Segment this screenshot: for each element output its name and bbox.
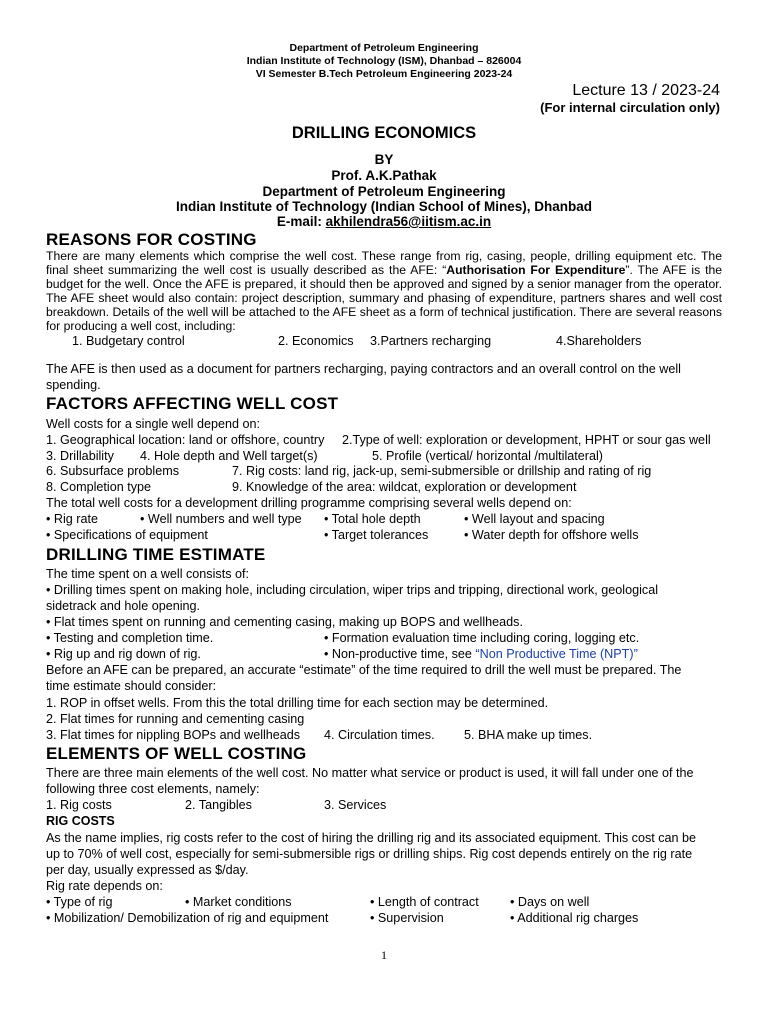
time-flat: • Flat times spent on running and cementing casing, making up BOPS and wellheads. xyxy=(46,615,523,629)
afe-usage-line-2: spending. xyxy=(46,378,101,392)
rig-costs-para-2: up to 70% of well cost, especially for semi-submersible rigs or drilling ships. Rig cost depends entirely on the rig rate xyxy=(46,847,693,861)
rig-rate-market: • Market conditions xyxy=(185,895,292,909)
element-tangibles: 2. Tangibles xyxy=(185,798,252,812)
page-number: 1 xyxy=(381,948,387,962)
time-item-1: 1. ROP in offset wells. From this the total drilling time for each section may be determined. xyxy=(46,696,549,710)
factor-bullet-hole-depth: • Total hole depth xyxy=(324,512,421,526)
factor-bullet-rig-rate: • Rig rate xyxy=(46,512,99,526)
factor-4: 4. Hole depth and Well target(s) xyxy=(140,449,318,463)
factor-9: 9. Knowledge of the area: wildcat, exploration or development xyxy=(232,480,577,494)
element-rig-costs: 1. Rig costs xyxy=(46,798,112,812)
elements-intro-2: following three cost elements, namely: xyxy=(46,782,260,796)
by-line: BY xyxy=(374,152,394,167)
elements-intro-1: There are three main elements of the well cost. No matter what service or product is used, it will fall under one of the xyxy=(46,766,694,780)
reasons-item-1: 1. Budgetary control xyxy=(72,334,185,348)
factor-8: 8. Completion type xyxy=(46,480,152,494)
factor-bullet-well-numbers: • Well numbers and well type xyxy=(140,512,302,526)
reasons-text-1: There are many elements which comprise the well cost. These range from rig, casing, people, drilling equipment etc. The final sheet summarizing the well cost is usually described as the AFE: “ xyxy=(46,249,722,277)
header-semester: VI Semester B.Tech Petroleum Engineering 2023-24 xyxy=(255,68,513,80)
factor-bullet-equipment: • Specifications of equipment xyxy=(46,528,208,542)
rig-rate-days: • Days on well xyxy=(510,895,590,909)
rig-costs-para-1: As the name implies, rig costs refer to the cost of hiring the drilling rig and its associated equipment. This cost can be xyxy=(46,831,697,845)
time-item-5: 5. BHA make up times. xyxy=(464,728,593,742)
factor-7: 7. Rig costs: land rig, jack-up, semi-submersible or drillship and rating of rig xyxy=(232,464,652,478)
reasons-paragraph xyxy=(46,249,722,333)
heading-elements: ELEMENTS OF WELL COSTING xyxy=(46,744,307,763)
time-formation: • Formation evaluation time including coring, logging etc. xyxy=(324,631,640,645)
factor-5: 5. Profile (vertical/ horizontal /multilateral) xyxy=(372,449,603,463)
factor-6: 6. Subsurface problems xyxy=(46,464,180,478)
npt-link[interactable]: “Non Productive Time (NPT)” xyxy=(475,647,638,661)
rig-costs-para-3: per day, usually expressed as $/day. xyxy=(46,863,249,877)
factor-3: 3. Drillability xyxy=(46,449,114,463)
reasons-text-2: ”. The AFE is the budget for the well. Once the AFE is prepared, it should then be approved and signed by a senior manager from the operator. The AFE sheet would also contain: project description, summary and phasing of expenditure, partners shares and well cost breakdown. Details of the well will be attached to the AFE sheet as a form of technical justification. There are several reasons for producing a well cost, including: xyxy=(46,263,723,333)
header-institute: Indian Institute of Technology (ISM), Dhanbad – 826004 xyxy=(246,55,522,67)
time-npt-line xyxy=(324,646,638,662)
email-label: E-mail: xyxy=(276,214,326,229)
email-link[interactable]: akhilendra56@iitism.ac.in xyxy=(325,214,492,229)
rig-rate-mobilization: • Mobilization/ Demobilization of rig and equipment xyxy=(46,911,329,925)
afe-usage-line-1: The AFE is then used as a document for partners recharging, paying contractors and an overall control on the well xyxy=(46,362,681,376)
factor-bullet-layout: • Well layout and spacing xyxy=(464,512,605,526)
factor-bullet-tolerances: • Target tolerances xyxy=(324,528,429,542)
heading-time: DRILLING TIME ESTIMATE xyxy=(46,545,266,564)
element-services: 3. Services xyxy=(324,798,387,812)
author-institute: Indian Institute of Technology (Indian School of Mines), Dhanbad xyxy=(176,199,592,214)
time-drilling-1: • Drilling times spent on making hole, including circulation, wiper trips and tripping, directional work, geological xyxy=(46,583,659,597)
heading-reasons: REASONS FOR COSTING xyxy=(46,230,257,249)
lecture-number: Lecture 13 / 2023-24 xyxy=(572,82,720,99)
time-before-afe-2: time estimate should consider: xyxy=(46,679,217,693)
rig-rate-supervision: • Supervision xyxy=(370,911,444,925)
factors-intro: Well costs for a single well depend on: xyxy=(46,417,260,431)
rig-rate-type: • Type of rig xyxy=(46,895,113,909)
rig-rate-additional: • Additional rig charges xyxy=(510,911,639,925)
time-intro: The time spent on a well consists of: xyxy=(46,567,249,581)
rig-rate-contract: • Length of contract xyxy=(370,895,479,909)
time-item-3: 3. Flat times for nippling BOPs and wellheads xyxy=(46,728,301,742)
author-dept: Department of Petroleum Engineering xyxy=(262,184,506,199)
time-drilling-2: sidetrack and hole opening. xyxy=(46,599,201,613)
time-rig-up: • Rig up and rig down of rig. xyxy=(46,647,201,661)
page-title: DRILLING ECONOMICS xyxy=(291,124,477,142)
reasons-item-3: 3.Partners recharging xyxy=(370,334,492,348)
afe-bold-term: Authorisation For Expenditure xyxy=(446,263,626,277)
rig-rate-depends: Rig rate depends on: xyxy=(46,879,163,893)
factors-total: The total well costs for a development drilling programme comprising several wells depend on: xyxy=(46,496,572,510)
circulation-note: (For internal circulation only) xyxy=(540,100,720,115)
heading-factors: FACTORS AFFECTING WELL COST xyxy=(46,394,339,413)
time-item-4: 4. Circulation times. xyxy=(324,728,435,742)
factor-2: 2.Type of well: exploration or development, HPHT or sour gas well xyxy=(342,433,711,447)
time-npt-text: • Non-productive time, see xyxy=(324,647,476,661)
subheading-rig-costs: RIG COSTS xyxy=(46,814,115,828)
author-name: Prof. A.K.Pathak xyxy=(331,168,437,183)
time-item-2: 2. Flat times for running and cementing casing xyxy=(46,712,305,726)
author-email-line xyxy=(0,214,768,229)
factor-1: 1. Geographical location: land or offshore, country xyxy=(46,433,325,447)
time-before-afe-1: Before an AFE can be prepared, an accurate “estimate” of the time required to drill the well must be prepared. The xyxy=(46,663,682,677)
header-dept: Department of Petroleum Engineering xyxy=(289,42,479,54)
reasons-item-2: 2. Economics xyxy=(278,334,354,348)
time-testing: • Testing and completion time. xyxy=(46,631,214,645)
reasons-item-4: 4.Shareholders xyxy=(556,334,642,348)
factor-bullet-water-depth: • Water depth for offshore wells xyxy=(464,528,639,542)
